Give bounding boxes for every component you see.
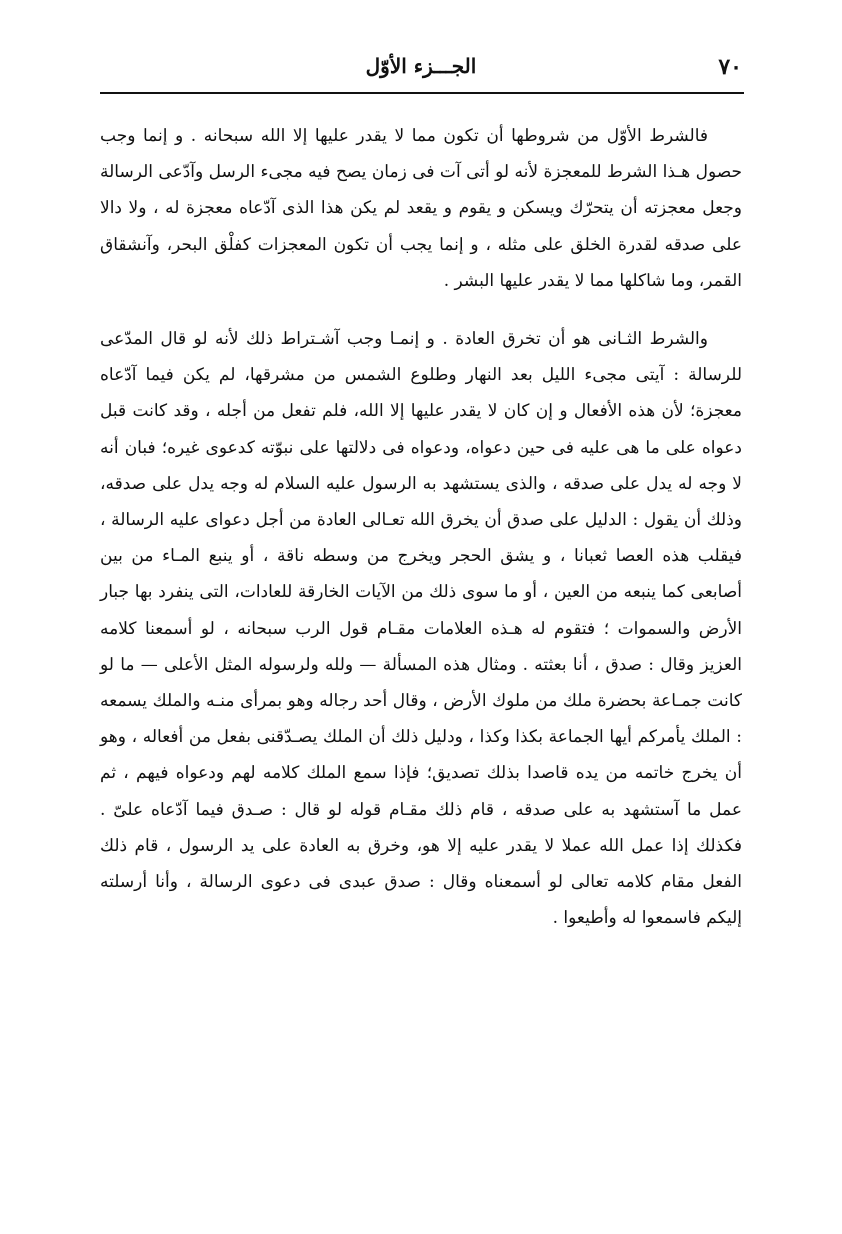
paragraph-second-condition: والشرط الثـانى هو أن تخرق العادة . و إنمـا وجب آشـتراط ذلك لأنه لو قال المدّعى للرسالة : آيتى مجىء الليل بعد النهار وطلوع الشمس من مشرقها، لم يكن فيما آدّعاه معجزة؛ لأن هذه الأفعال و إن كان لا يقدر عليها إلا الله، فلم تفعل من أجله ، وقد كانت قبل دعواه على ما هى عليه فى حين دعواه، ودعواه فى دلالتها على نبوّته كدعوى غيره؛ فبان أنه لا وجه له يدل على صدقه ، والذى يستشهد به الرسول عليه السلام له وجه يدل على صدقه، وذلك أن يقول : الدليل على صدق أن يخرق الله تعـالى العادة من أجل دعواى عليه الرسالة ، فيقلب هذه العصا ثعبانا ، و يشق الحجر ويخرج من وسطه ناقة ، أو ينبع المـاء من بين أصابعى كما ينبعه من العين ، أو ما سوى ذلك من الآيات الخارقة للعادات، التى ينفرد بها جبار الأرض والسموات ؛ فتقوم له هـذه العلامات مقـام قول الرب سبحانه ، لو أسمعنا كلامه العزيز وقال : صدق ، أنا بعثته . ومثال هذه المسألة — ولله ولرسوله المثل الأعلى — ما لو كانت جمـاعة بحضرة ملك من ملوك الأرض ، وقال أحد رجاله وهو بمرأى منـه والملك يسمعه : الملك يأمركم أيها الجماعة بكذا وكذا ، ودليل ذلك أن الملك يصـدّقنى بفعل من أفعاله ، وهو أن يخرج خاتمه من يده قاصدا بذلك تصديق؛ فإذا سمع الملك كلامه لهم ودعواه فيهم ، ثم عمل ما آستشهد به على صدقه ، قام ذلك مقـام قوله لو قال : صـدق فيما آدّعاه علىّ . فكذلك إذا عمل الله عملا لا يقدر عليه إلا هو، وخرق به العادة على يد الرسول ، قام ذلك الفعل مقام كلامه تعالى لو أسمعناه وقال : صدق عبدى فى دعوى الرسالة ، وأنا أرسلته إليكم فاسمعوا له وأطيعوا .	[100, 329, 743, 929]
running-title: الجـــزء الأوّل	[365, 54, 477, 78]
page-number: ٧٠	[718, 54, 742, 80]
header-rule	[100, 92, 744, 94]
paragraph-first-condition: فالشرط الأوّل من شروطها أن تكون مما لا يقدر عليها إلا الله سبحانه . و إنما وجب حصول هـذا الشرط للمعجزة لأنه لو أتى آت فى زمان يصح فيه مجىء الرسل وآدّعى الرسالة وجعل معجزته أن يتحرّك ويسكن و يقوم و يقعد لم يكن هذا الذى آدّعاه معجزة له ، ولا دالا على صدقه لقدرة الخلق على مثله ، و إنما يجب أن تكون المعجزات كفلْق البحر، وآنشقاق القمر، وما شاكلها مما لا يقدر عليها البشر .	[100, 126, 742, 291]
page-header	[100, 50, 742, 88]
body-text	[100, 118, 742, 936]
